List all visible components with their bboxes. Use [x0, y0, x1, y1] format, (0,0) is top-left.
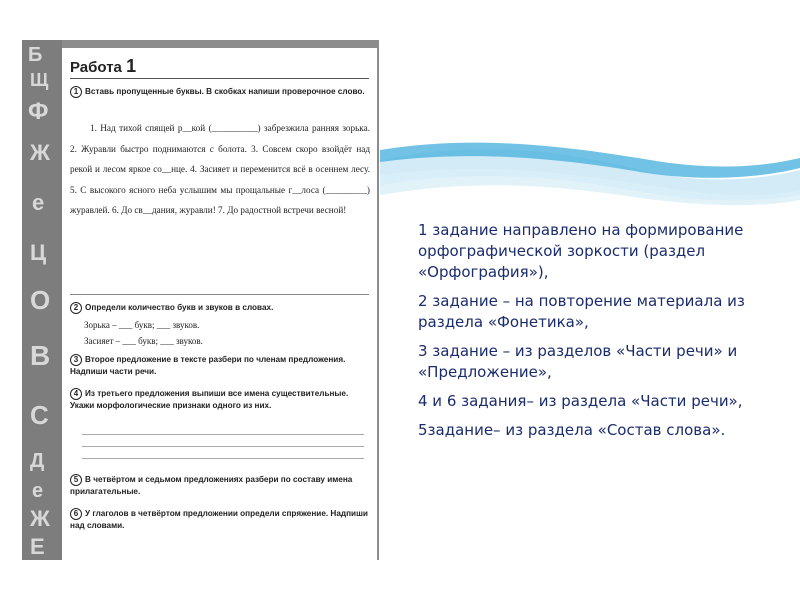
task-number: 3	[70, 354, 82, 366]
strip-letter: Ф	[28, 98, 49, 125]
strip-letter: е	[32, 480, 44, 502]
note-item: 4 и 6 задания– из раздела «Части речи»,	[418, 392, 743, 410]
answer-line	[82, 446, 364, 447]
task-1	[70, 86, 370, 98]
exercise-text	[70, 118, 370, 221]
strip-letter: е	[32, 190, 45, 215]
task-number: 6	[70, 508, 82, 520]
answer-line	[82, 458, 364, 459]
task-number: 1	[70, 86, 82, 98]
strip-letter: Ц	[30, 240, 47, 265]
word-line: Засияет – ___ букв; ___ звуков.	[84, 336, 203, 346]
note-item: 1 задание направлено на формирование орфографической зоркости (раздел «Орфография»),	[418, 221, 744, 281]
strip-letter: Е	[30, 534, 45, 559]
strip-letter: С	[30, 400, 49, 430]
answer-line	[82, 434, 364, 435]
strip-letter: О	[30, 285, 51, 315]
task-number: 5	[70, 474, 82, 486]
task-text: Второе предложение в тексте разбери по членам предложения. Надпиши части речи.	[70, 355, 346, 376]
section-rule	[70, 294, 369, 295]
notes-block	[418, 220, 778, 449]
task-4	[70, 388, 370, 411]
task-text: У глаголов в четвёртом предложении определи спряжение. Надпиши над словами.	[70, 509, 368, 530]
exercise-paragraph: 1. Над тихой спящей р__кой (__________) забрезжила ранняя зорька. 2. Журавли быстро поднимаются с болота. 3. Совсем скоро взойдёт над рекой и лесом яркое со__нце. 4. Засияет и переменится всё в осеннем лесу. 5. С высокого ясного неба услышим мы прощальные г__лоса (_________) журавлей. 6. До св__дания, журавли! 7. До радостной встречи весной!	[70, 123, 370, 215]
strip-letter: В	[30, 340, 51, 371]
task-text: Определи количество букв и звуков в словах.	[85, 303, 274, 312]
note-item: 5задание– из раздела «Состав слова».	[418, 421, 726, 439]
task-2	[70, 302, 370, 314]
word-line: Зорька – ___ букв; ___ звуков.	[84, 320, 200, 330]
strip-letter: Б	[28, 44, 43, 66]
title-word: Работа	[70, 59, 122, 76]
title-rule	[70, 78, 369, 79]
title-number: 1	[126, 56, 137, 76]
note-item: 3 задание – из разделов «Части речи» и «Предложение»,	[418, 342, 738, 381]
strip-letter: Ж	[30, 506, 50, 531]
workbook-scan	[22, 40, 379, 560]
letter-strip	[22, 40, 62, 560]
strip-letter: Ж	[30, 140, 50, 165]
strip-letter: Д	[30, 450, 45, 472]
strip-letter: Щ	[30, 70, 49, 90]
task-5	[70, 474, 370, 497]
task-3	[70, 354, 370, 377]
task-number: 2	[70, 302, 82, 314]
workbook-page	[62, 48, 377, 560]
page-title	[70, 56, 136, 77]
task-number: 4	[70, 388, 82, 400]
task-text: Из третьего предложения выпиши все имена существительные. Укажи морфологические признаки одного из них.	[70, 389, 349, 410]
task-text: В четвёртом и седьмом предложениях разбери по составу имена прилагательные.	[70, 475, 353, 496]
task-text: Вставь пропущенные буквы. В скобках напиши проверочное слово.	[85, 87, 365, 96]
task-6	[70, 508, 370, 531]
note-item: 2 задание – на повторение материала из раздела «Фонетика»,	[418, 292, 745, 331]
